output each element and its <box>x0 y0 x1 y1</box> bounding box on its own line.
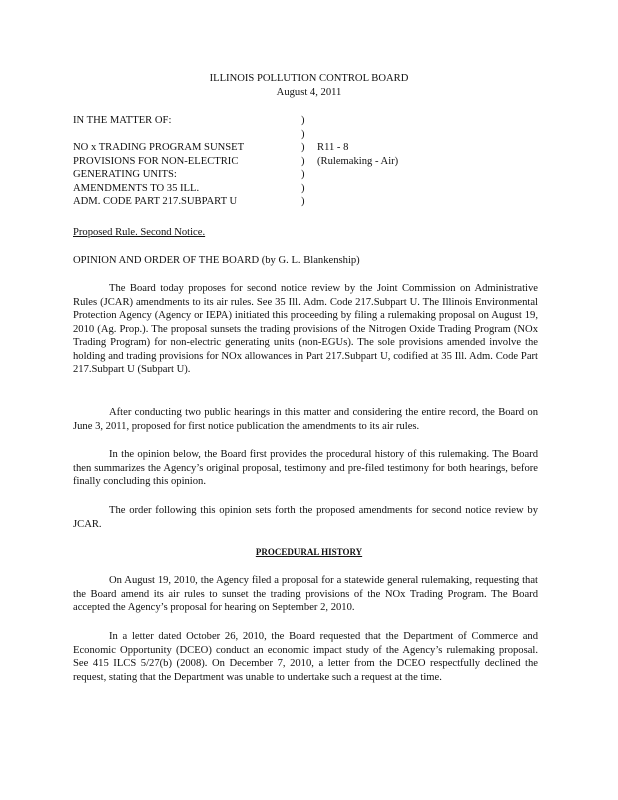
caption-left: PROVISIONS FOR NON-ELECTRIC <box>73 155 239 167</box>
caption-row <box>73 128 543 142</box>
document-header <box>0 72 618 99</box>
caption-paren: ) <box>301 142 305 153</box>
proposed-rule-label: Proposed Rule. Second Notice. <box>73 227 206 238</box>
paragraph-text: The Board today proposes for second notice review by the Joint Commission on Administrative Rules (JCAR) amendments to its air rules. See 35 Ill. Adm. Code 217.Subpart U. The Illinois Environmental Protection Agency (Agency or IEPA) initiated this proceeding by filing a rulemaking proposal on August 19, 2010 (Ag. Prop.). The proposal sunsets the trading provisions of the Nitrogen Oxide Trading Program (NOx Trading Program) for non-electric generating units (non-EGUs). The sole provisions amended involve the holding and trading provisions for NOx allowances in Part 217.Subpart U, codified at 35 Ill. Adm. Code Part 217.Subpart U (Subpart U). <box>73 283 538 375</box>
opinion-heading: OPINION AND ORDER OF THE BOARD (by G. L. Blankenship) <box>73 255 360 266</box>
caption-left: GENERATING UNITS: <box>73 169 177 180</box>
rulemaking-type: (Rulemaking - Air) <box>317 155 399 167</box>
caption-left: IN THE MATTER OF: <box>73 115 172 126</box>
paragraph-text: In the opinion below, the Board first provides the procedural history of this rulemaking. The Board then summarizes the Agency’s original proposal, testimony and pre-filed testimony for both hearings, before finally concluding this opinion. <box>73 449 538 487</box>
caption-left: NO x TRADING PROGRAM SUNSET <box>73 142 245 153</box>
caption-row <box>73 182 543 196</box>
paragraph-text: The order following this opinion sets forth the proposed amendments for second notice review by JCAR. <box>73 505 538 530</box>
caption-row <box>73 168 543 182</box>
caption-paren: ) <box>301 169 305 180</box>
paragraph-text: In a letter dated October 26, 2010, the Board requested that the Department of Commerce and Economic Opportunity (DCEO) conduct an economic impact study of the Agency’s rulemaking proposal. See 415 ILCS 5/27(b) (2008). On December 7, 2010, a letter from the DCEO respectfully declined the request, stating that the Department was unable to undertake such a request at the time. <box>73 631 538 683</box>
paragraph <box>73 504 538 531</box>
paragraph <box>73 282 538 377</box>
paragraph-text: On August 19, 2010, the Agency filed a proposal for a statewide general rulemaking, requesting that the Board amend its air rules to sunset the trading provisions of the NOx Trading Program. The Board accepted the Agency’s proposal for hearing on September 2, 2010. <box>73 575 538 613</box>
caption-paren: ) <box>301 128 305 140</box>
paragraph <box>73 574 538 615</box>
caption-left <box>73 128 301 142</box>
caption-row <box>73 195 543 209</box>
caption-paren: ) <box>301 115 305 126</box>
paragraph <box>73 448 538 489</box>
caption-paren: ) <box>301 155 305 167</box>
caption-left: AMENDMENTS TO 35 ILL. <box>73 182 200 194</box>
caption-row <box>73 114 543 128</box>
paragraph <box>73 630 538 684</box>
caption-left: ADM. CODE PART 217.SUBPART U <box>73 196 238 207</box>
section-heading: PROCEDURAL HISTORY <box>255 547 363 557</box>
paragraph-text: After conducting two public hearings in this matter and considering the entire record, the Board on June 3, 2011, proposed for first notice publication the amendments to its air rules. <box>73 407 538 432</box>
caption-paren: ) <box>301 196 305 207</box>
case-caption <box>73 114 543 209</box>
caption-row <box>73 155 543 169</box>
docket-number: R11 - 8 <box>317 142 349 153</box>
document-date: August 4, 2011 <box>276 86 342 98</box>
board-name: ILLINOIS POLLUTION CONTROL BOARD <box>209 73 409 84</box>
paragraph <box>73 406 538 433</box>
caption-paren: ) <box>301 182 305 194</box>
caption-row <box>73 141 543 155</box>
